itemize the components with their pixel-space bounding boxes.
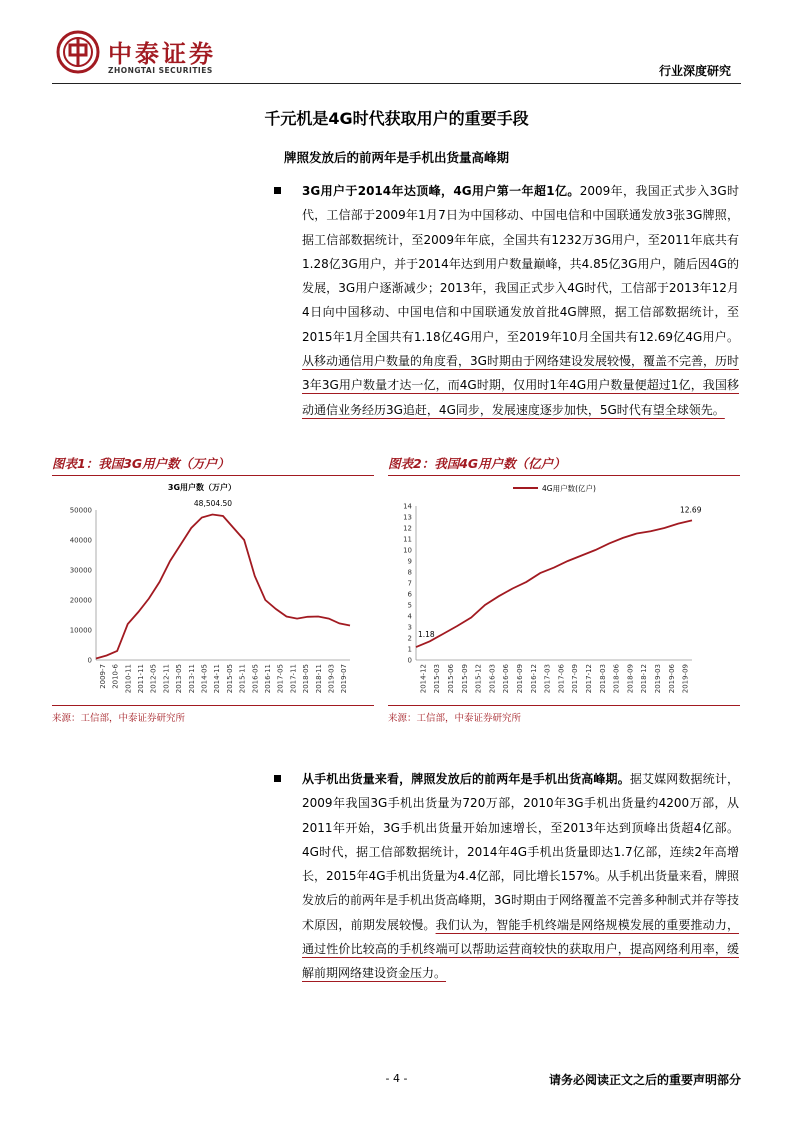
chart1-x-tick-label: 2019-07 xyxy=(340,664,349,694)
chart1-y-tick-label: 50000 xyxy=(69,506,92,515)
chart2-x-tick-label: 2015-06 xyxy=(447,664,455,694)
chart1-x-tick-label: 2012-11 xyxy=(162,664,171,694)
figure2-source: 来源：工信部，中泰证券研究所 xyxy=(388,713,522,724)
disclaimer-note: 请务必阅读正文之后的重要声明部分 xyxy=(548,1073,741,1087)
chart2-x-tick-label: 2015-12 xyxy=(474,664,483,694)
chart1-y-tick-label: 20000 xyxy=(69,596,92,605)
chart1-y-tick-label: 0 xyxy=(87,656,92,665)
chart1-x-tick-label: 2018-05 xyxy=(302,664,311,694)
chart1-x-tick-label: 2014-11 xyxy=(213,664,222,694)
chart2-x-tick-label: 2018-06 xyxy=(612,664,621,694)
paragraph-3g-4g-users xyxy=(302,179,739,422)
chart1-y-tick-label: 10000 xyxy=(69,626,92,635)
chart1-x-tick-label: 2013-05 xyxy=(175,664,184,694)
company-name-en: ZHONGTAI SECURITIES xyxy=(108,66,213,75)
chart-3g-users xyxy=(52,476,374,704)
chart2-first-label: 1.18 xyxy=(418,630,435,640)
chart2-x-tick-label: 2015-03 xyxy=(433,664,442,694)
chart2-x-tick-label: 2018-09 xyxy=(626,664,635,694)
chart2-y-tick-label: 11 xyxy=(403,535,412,544)
figure1-source: 来源：工信部，中泰证券研究所 xyxy=(52,713,186,724)
chart-4g-users xyxy=(388,476,740,704)
chart2-x-tick-label: 2018-12 xyxy=(640,664,649,694)
chart1-x-tick-label: 2017-05 xyxy=(276,664,285,694)
chart2-x-tick-label: 2019-09 xyxy=(681,664,690,694)
chart2-y-tick-label: 14 xyxy=(403,502,412,511)
section-title: 千元机是4G时代获取用户的重要手段 xyxy=(264,109,529,128)
chart1-x-tick-label: 2011-11 xyxy=(136,664,145,694)
chart1-x-tick-label: 2015-11 xyxy=(238,664,247,694)
chart1-x-tick-label: 2016-05 xyxy=(251,664,260,694)
chart2-x-tick-label: 2017-12 xyxy=(585,664,593,694)
chart1-x-tick-label: 2013-11 xyxy=(187,664,196,694)
chart2-y-tick-label: 4 xyxy=(407,612,412,621)
chart2-x-tick-label: 2018-03 xyxy=(598,664,607,694)
paragraph-handset-shipments xyxy=(302,767,739,986)
chart1-series-line xyxy=(96,514,350,658)
report-type: 行业深度研究 xyxy=(658,64,731,78)
chart2-y-tick-label: 10 xyxy=(403,546,412,555)
paragraph-lead: 3G用户于2014年达顶峰，4G用户第一年超1亿。 xyxy=(302,184,580,198)
chart1-x-tick-label: 2016-11 xyxy=(263,664,272,694)
chart2-y-tick-label: 6 xyxy=(407,590,412,599)
chart2-x-tick-label: 2019-06 xyxy=(667,664,676,694)
chart2-last-label: 12.69 xyxy=(680,505,702,515)
chart1-peak-label: 48,504.50 xyxy=(193,499,233,508)
chart2-y-tick-label: 8 xyxy=(407,568,412,577)
chart2-y-tick-label: 3 xyxy=(407,623,412,632)
chart2-x-tick-label: 2017-06 xyxy=(557,664,566,694)
page-number: - 4 - xyxy=(385,1072,408,1085)
chart2-x-tick-label: 2016-12 xyxy=(529,664,538,694)
paragraph-body: 2009年，我国正式步入3G时代，工信部于2009年1月7日为中国移动、中国电信和中国联通发放3张3G牌照，据工信部数据统计，至2009年年底，全国共有1232万3G用户，至2011年底共有1.28亿3G用户，并于2014年达到用户数量巅峰，共4.85亿3G用户，随后因4G的发展，3G用户逐渐减少；2013年，我国正式步入4G时代，工信部于2013年12月4日向中国移动、中国电信和中国联通发放首批4G牌照，据工信部数据统计，至2015年1月全国共有1.18亿4G用户，至2019年10月全国共有12.69亿4G用户。 xyxy=(302,184,739,344)
chart1-title: 3G用户数（万户） xyxy=(167,483,237,492)
chart2-y-tick-label: 1 xyxy=(407,645,412,654)
chart2-y-tick-label: 13 xyxy=(403,513,412,522)
chart2-y-tick-label: 12 xyxy=(403,524,412,533)
zhongtai-logo-icon xyxy=(56,30,100,74)
company-name-cn: 中泰证券 xyxy=(108,40,216,68)
chart1-y-tick-label: 30000 xyxy=(69,566,92,575)
chart2-y-tick-label: 5 xyxy=(407,601,412,610)
chart2-x-tick-label: 2016-06 xyxy=(502,664,511,694)
header-divider xyxy=(52,83,741,84)
section-subtitle: 牌照发放后的前两年是手机出货量高峰期 xyxy=(283,150,509,165)
chart2-x-tick-label: 2014-12 xyxy=(419,664,428,694)
bullet-square-icon xyxy=(274,187,281,194)
chart1-x-tick-label: 2014-05 xyxy=(200,664,209,694)
chart2-y-tick-label: 9 xyxy=(407,557,412,566)
paragraph-emphasis: 我们认为，智能手机终端是网络规模发展的重要推动力，通过性价比较高的手机终端可以帮助运营商较快的获取用户，提高网络利用率，缓解前期网络建设资金压力。 xyxy=(302,917,739,981)
chart1-y-tick-label: 40000 xyxy=(69,536,92,545)
chart1-x-tick-label: 2015-05 xyxy=(225,664,234,694)
chart2-x-tick-label: 2017-03 xyxy=(543,664,552,694)
chart1-x-tick-label: 2019-03 xyxy=(327,664,336,694)
figure1-bottom-rule xyxy=(52,705,374,706)
figure2-caption: 图表2：我国4G用户数（亿户） xyxy=(388,453,740,476)
chart2-x-tick-label: 2016-03 xyxy=(488,664,497,694)
chart2-y-tick-label: 7 xyxy=(407,579,412,588)
chart2-x-tick-label: 2019-03 xyxy=(654,664,662,694)
paragraph-body: 据艾媒网数据统计，2009年我国3G手机出货量为720万部，2010年3G手机出货量约4200万部，从2011年开始，3G手机出货量开始加速增长，至2013年达到顶峰出货超4亿部。4G时代，据工信部数据统计，2014年4G手机出货量即达1.7亿部，连续2年高增长，2015年4G手机出货量为4.4亿部，同比增长157%。从手机出货量来看，牌照发放后的前两年是手机出货高峰期，3G时期由于网络覆盖不完善多种制式并存等技术原因，前期发展较慢。 xyxy=(302,772,739,932)
figure1-caption: 图表1：我国3G用户数（万户） xyxy=(52,453,374,476)
paragraph-lead: 从手机出货量来看，牌照发放后的前两年是手机出货高峰期。 xyxy=(302,772,630,786)
chart2-x-tick-label: 2016-09 xyxy=(516,664,524,694)
chart2-x-tick-label: 2017-09 xyxy=(571,664,580,694)
bullet-square-icon xyxy=(274,775,281,782)
paragraph-emphasis: 从移动通信用户数量的角度看，3G时期由于网络建设发展较慢，覆盖不完善，历时3年3G用户数量才达一亿，而4G时期，仅用时1年4G用户数量便超过1亿，我国移动通信业务经历3G追赶，4G同步，发展速度逐步加快，5G时代有望全球领先。 xyxy=(302,354,739,417)
chart1-x-tick-label: 2009-7 xyxy=(98,664,107,689)
chart2-x-tick-label: 2015-09 xyxy=(460,664,469,694)
chart1-x-tick-label: 2012-05 xyxy=(149,664,158,694)
chart2-legend-label: 4G用户数(亿户) xyxy=(542,484,596,493)
chart1-x-tick-label: 2017-11 xyxy=(289,664,298,694)
chart2-y-tick-label: 0 xyxy=(407,656,412,665)
chart1-x-tick-label: 2010-11 xyxy=(124,664,133,694)
figure2-bottom-rule xyxy=(388,705,740,706)
chart2-y-tick-label: 2 xyxy=(407,634,412,643)
chart1-x-tick-label: 2018-11 xyxy=(314,664,323,694)
chart1-x-tick-label: 2010-6 xyxy=(111,664,120,689)
chart2-series-line xyxy=(416,520,692,647)
company-logo xyxy=(56,30,276,80)
